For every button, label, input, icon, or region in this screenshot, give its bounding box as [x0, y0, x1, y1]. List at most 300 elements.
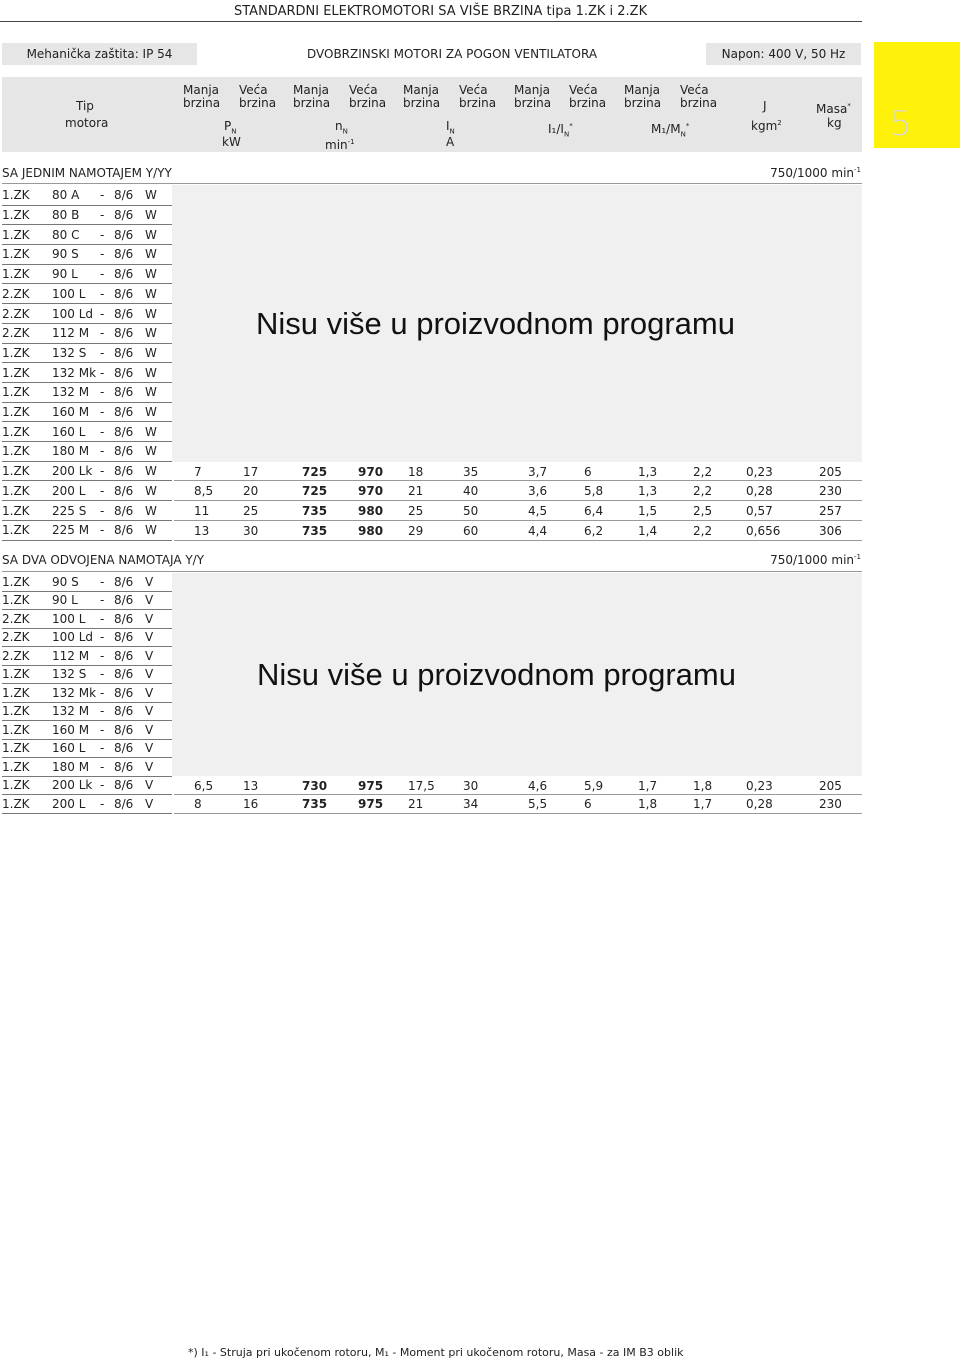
motor-type-part: 1.ZK: [2, 741, 30, 756]
header-veca: Veća: [569, 83, 598, 97]
motor-type-part: 160 M: [52, 722, 90, 737]
header-tip: Tip: [76, 99, 94, 113]
motor-type-part: W: [145, 247, 157, 262]
header-masa-unit: kg: [827, 116, 842, 130]
motor-type-part: W: [145, 227, 157, 242]
table-cell: 21: [408, 484, 424, 499]
motor-type-part: -: [100, 267, 105, 282]
header-pn-unit: kW: [222, 135, 241, 149]
table-cell: 1,8: [693, 778, 713, 793]
header-nn-unit: $\min^{-1}$: [325, 138, 355, 152]
motor-type: [2, 344, 172, 364]
section1-rule: [2, 183, 862, 184]
motor-type: [2, 647, 172, 666]
chapter-number: 5: [890, 104, 912, 144]
motor-type-part: 8/6: [114, 778, 134, 793]
table-cell: 730: [302, 778, 328, 793]
header-masa: Masa*: [816, 102, 851, 116]
motor-type: [2, 629, 172, 648]
motor-type: [2, 740, 172, 759]
document-title: STANDARDNI ELEKTROMOTORI SA VIŠE BRZINA tipa 1.ZK i 2.ZK: [234, 4, 648, 19]
motor-type: [2, 422, 172, 442]
header-motora: motora: [65, 116, 109, 130]
motor-type-part: 225 M: [52, 523, 90, 538]
header-j-unit: kgm$^2$: [751, 119, 782, 133]
motor-type-part: 132 Mk: [52, 685, 97, 700]
motor-type: [2, 684, 172, 703]
table-row: [2, 304, 862, 324]
motor-type-part: -: [100, 227, 105, 242]
motor-type-part: 8/6: [114, 326, 134, 341]
motor-type-part: W: [145, 345, 157, 360]
motor-type-part: 100 L: [52, 611, 86, 626]
table-cell: 17,5: [408, 778, 435, 793]
motor-type-part: -: [100, 648, 105, 663]
header-j: J: [763, 99, 767, 113]
motor-type-part: 8/6: [114, 704, 134, 719]
motor-type: [2, 206, 172, 226]
table-row: [2, 225, 862, 245]
section2-rule: [2, 571, 862, 572]
motor-type-part: 8/6: [114, 385, 134, 400]
subtitle-label: DVOBRZINSKI MOTORI ZA POGON VENTILATORA: [201, 43, 703, 65]
table-cell: 6,2: [584, 523, 604, 538]
motor-type-part: 2.ZK: [2, 648, 30, 663]
table-cell: 4,6: [528, 778, 548, 793]
table-cell: 17: [243, 464, 259, 479]
header-brzina: brzina: [514, 96, 552, 110]
table-cell: 7: [194, 464, 202, 479]
motor-type-part: 8/6: [114, 648, 134, 663]
table-row: [2, 666, 862, 685]
motor-type-part: 8/6: [114, 523, 134, 538]
table-cell: 34: [463, 797, 479, 812]
motor-type-part: -: [100, 208, 105, 223]
header-nn: $n_N$: [335, 119, 348, 136]
chapter-tab: [874, 42, 960, 148]
motor-type-part: -: [100, 630, 105, 645]
table-row: [2, 186, 862, 206]
table-row: [2, 462, 862, 482]
table-cell: 205: [819, 778, 842, 793]
table-cell: 3,7: [528, 464, 548, 479]
motor-type-part: -: [100, 523, 105, 538]
header-manja: Manja: [293, 83, 329, 97]
motor-type-part: -: [100, 365, 105, 380]
motor-type-part: -: [100, 759, 105, 774]
table-cell: 13: [194, 523, 210, 538]
motor-type-part: 1.ZK: [2, 704, 30, 719]
table-row: [2, 592, 862, 611]
motor-type-part: 90 S: [52, 247, 79, 262]
table-cell: 2,2: [693, 523, 713, 538]
motor-type-part: V: [145, 704, 154, 719]
motor-type-part: -: [100, 306, 105, 321]
motor-type-part: V: [145, 648, 154, 663]
table-cell: 5,5: [528, 797, 548, 812]
motor-type-part: -: [100, 796, 105, 811]
table-cell: 5,8: [584, 484, 604, 499]
motor-type-part: 8/6: [114, 306, 134, 321]
motor-type-part: 8/6: [114, 722, 134, 737]
motor-type: [2, 758, 172, 777]
table-cell: 2,5: [693, 504, 713, 519]
table-row: [2, 521, 862, 541]
motor-type: [2, 265, 172, 285]
table-cell: 20: [243, 484, 259, 499]
motor-type-part: -: [100, 464, 105, 479]
motor-type-part: 8/6: [114, 611, 134, 626]
motor-type-part: -: [100, 483, 105, 498]
motor-type-part: -: [100, 503, 105, 518]
table-cell: 1,3: [638, 464, 658, 479]
motor-type: [2, 482, 172, 502]
header-manja: Manja: [514, 83, 550, 97]
motor-type-part: 1.ZK: [2, 365, 30, 380]
motor-type-part: 8/6: [114, 208, 134, 223]
motor-type-part: 132 M: [52, 704, 90, 719]
header-brzina: brzina: [403, 96, 441, 110]
motor-type-part: W: [145, 464, 157, 479]
header-brzina: brzina: [624, 96, 662, 110]
table-cell: 0,23: [746, 778, 773, 793]
motor-type-part: W: [145, 385, 157, 400]
table-cell: 6,5: [194, 778, 214, 793]
table-cell: 306: [819, 523, 842, 538]
table-cell: 735: [302, 523, 328, 538]
motor-type-part: -: [100, 574, 105, 589]
table-cell: 0,23: [746, 464, 773, 479]
table-cell: 6: [584, 464, 592, 479]
motor-type-part: 1.ZK: [2, 385, 30, 400]
motor-type-part: 1.ZK: [2, 796, 30, 811]
table-cell: 1,4: [638, 523, 658, 538]
header-brzina: brzina: [183, 96, 221, 110]
motor-type-part: -: [100, 741, 105, 756]
table-row: [2, 324, 862, 344]
motor-type-part: 8/6: [114, 464, 134, 479]
table-row: [2, 265, 862, 285]
table-cell: 0,656: [746, 523, 781, 538]
table-cell: 735: [302, 797, 328, 812]
header-in-unit: A: [446, 135, 455, 149]
header-manja: Manja: [624, 83, 660, 97]
header-manja: Manja: [183, 83, 219, 97]
motor-type-part: 8/6: [114, 227, 134, 242]
motor-type: [2, 721, 172, 740]
motor-type-part: 2.ZK: [2, 630, 30, 645]
motor-type-part: V: [145, 722, 154, 737]
section1-rpm: 750/1000 $\min^{-1}$: [770, 166, 861, 180]
table-row: [2, 403, 862, 423]
motor-type: [2, 285, 172, 305]
motor-type-part: 1.ZK: [2, 685, 30, 700]
motor-type: [2, 666, 172, 685]
header-veca: Veća: [349, 83, 378, 97]
table-row: [2, 740, 862, 759]
table-cell: 21: [408, 797, 424, 812]
table-cell: 60: [463, 523, 479, 538]
table-cell: 35: [463, 464, 479, 479]
motor-type: [2, 573, 172, 592]
motor-type-part: V: [145, 685, 154, 700]
motor-type-part: 200 L: [52, 796, 86, 811]
header-brzina: brzina: [569, 96, 607, 110]
table-cell: 2,2: [693, 464, 713, 479]
table-cell: 3,6: [528, 484, 548, 499]
protection-label: Mehanička zaštita: IP 54: [2, 43, 197, 65]
motor-type-part: 100 Ld: [52, 630, 94, 645]
motor-type-part: 8/6: [114, 365, 134, 380]
table-cell: 1,3: [638, 484, 658, 499]
motor-type: [2, 245, 172, 265]
motor-type-part: V: [145, 611, 154, 626]
motor-type-part: 1.ZK: [2, 667, 30, 682]
motor-type-part: 8/6: [114, 741, 134, 756]
table-cell: 975: [358, 797, 384, 812]
table-row: [2, 777, 862, 796]
motor-type-part: 132 M: [52, 385, 90, 400]
motor-type-part: 8/6: [114, 503, 134, 518]
footnote: *) I₁ - Struja pri ukočenom rotoru, M₁ - Moment pri ukočenom rotoru, Masa - za IM B3 oblik: [188, 1346, 684, 1359]
motor-type-part: 1.ZK: [2, 267, 30, 282]
table-cell: 1,5: [638, 504, 658, 519]
table-cell: 6,4: [584, 504, 604, 519]
motor-type-part: V: [145, 796, 154, 811]
motor-type-part: -: [100, 667, 105, 682]
motor-type-part: -: [100, 685, 105, 700]
motor-type-part: 80 B: [52, 208, 80, 223]
motor-type: [2, 304, 172, 324]
table-cell: 980: [358, 523, 384, 538]
table-cell: 16: [243, 797, 259, 812]
table-cell: 725: [302, 464, 328, 479]
motor-type-part: 180 M: [52, 444, 90, 459]
table-cell: 50: [463, 504, 479, 519]
header-i1in: $I_1/I_N^*$: [548, 122, 573, 139]
motor-type-part: 90 S: [52, 574, 79, 589]
motor-type-part: -: [100, 286, 105, 301]
motor-type-part: 132 Mk: [52, 365, 97, 380]
motor-type-part: 112 M: [52, 326, 90, 341]
motor-type-part: 160 L: [52, 424, 86, 439]
motor-type-part: 200 L: [52, 483, 86, 498]
header-veca: Veća: [239, 83, 268, 97]
motor-type-part: 2.ZK: [2, 326, 30, 341]
motor-type-part: 1.ZK: [2, 424, 30, 439]
table-cell: 725: [302, 484, 328, 499]
motor-type-part: 8/6: [114, 267, 134, 282]
table-cell: 40: [463, 484, 479, 499]
section2-notice: Nisu više u proizvodnom programu: [257, 657, 736, 692]
header-in: $I_N$: [446, 119, 455, 136]
motor-type-part: -: [100, 611, 105, 626]
table-row: [2, 344, 862, 364]
motor-type-part: 90 L: [52, 593, 78, 608]
motor-type-part: -: [100, 345, 105, 360]
table-row: [2, 363, 862, 383]
motor-type-part: W: [145, 503, 157, 518]
motor-type-part: -: [100, 722, 105, 737]
motor-type-part: W: [145, 286, 157, 301]
motor-type-part: 8/6: [114, 483, 134, 498]
motor-type: [2, 592, 172, 611]
motor-type-part: W: [145, 267, 157, 282]
motor-type: [2, 383, 172, 403]
motor-type-part: -: [100, 704, 105, 719]
motor-type-part: V: [145, 741, 154, 756]
motor-type-part: 1.ZK: [2, 722, 30, 737]
table-cell: 205: [819, 464, 842, 479]
motor-type-part: 8/6: [114, 345, 134, 360]
table-cell: 30: [463, 778, 479, 793]
motor-type-part: -: [100, 778, 105, 793]
section2-title: SA DVA ODVOJENA NAMOTAJA Y/Y: [2, 553, 205, 567]
motor-type-part: -: [100, 247, 105, 262]
table-cell: 975: [358, 778, 384, 793]
motor-type-part: 1.ZK: [2, 483, 30, 498]
motor-type-part: -: [100, 444, 105, 459]
motor-type: [2, 777, 172, 796]
table-cell: 18: [408, 464, 424, 479]
motor-type-part: W: [145, 365, 157, 380]
motor-type-part: 8/6: [114, 188, 134, 203]
title-rule: [0, 21, 862, 22]
motor-type: [2, 186, 172, 206]
motor-type-part: V: [145, 574, 154, 589]
table-cell: 8: [194, 797, 202, 812]
header-manja: Manja: [403, 83, 439, 97]
motor-type-part: 1.ZK: [2, 464, 30, 479]
header-brzina: brzina: [239, 96, 277, 110]
motor-type-part: W: [145, 405, 157, 420]
table-row: [2, 206, 862, 226]
header-veca: Veća: [680, 83, 709, 97]
header-brzina: brzina: [459, 96, 497, 110]
motor-type-part: 1.ZK: [2, 444, 30, 459]
table-row: [2, 684, 862, 703]
motor-type-part: W: [145, 306, 157, 321]
motor-type-part: 1.ZK: [2, 593, 30, 608]
motor-type-part: W: [145, 523, 157, 538]
motor-type-part: 1.ZK: [2, 759, 30, 774]
table-cell: 25: [243, 504, 259, 519]
table-cell: 13: [243, 778, 259, 793]
table-cell: 735: [302, 504, 328, 519]
motor-type-part: 180 M: [52, 759, 90, 774]
table-row: [2, 647, 862, 666]
motor-type-part: 200 Lk: [52, 464, 93, 479]
motor-type-part: 132 S: [52, 667, 87, 682]
motor-type-part: 200 Lk: [52, 778, 93, 793]
table-cell: 4,4: [528, 523, 548, 538]
motor-type-part: 8/6: [114, 796, 134, 811]
motor-type-part: 8/6: [114, 593, 134, 608]
table-row: [2, 610, 862, 629]
motor-type: [2, 610, 172, 629]
motor-type-part: -: [100, 385, 105, 400]
motor-type-part: W: [145, 424, 157, 439]
table-cell: 257: [819, 504, 842, 519]
motor-type: [2, 795, 172, 814]
table-row: [2, 573, 862, 592]
table-cell: 0,28: [746, 797, 773, 812]
table-row: [2, 703, 862, 722]
table-cell: 11: [194, 504, 210, 519]
table-cell: 1,7: [693, 797, 713, 812]
motor-type-part: 1.ZK: [2, 345, 30, 360]
motor-type: [2, 225, 172, 245]
table-row: [2, 285, 862, 305]
motor-type-part: 1.ZK: [2, 778, 30, 793]
section2-rpm: 750/1000 $\min^{-1}$: [770, 553, 861, 567]
motor-type: [2, 501, 172, 521]
table-cell: 970: [358, 464, 384, 479]
motor-type-part: 160 M: [52, 405, 90, 420]
table-cell: 980: [358, 504, 384, 519]
table-cell: 1,7: [638, 778, 658, 793]
motor-type-part: 132 S: [52, 345, 87, 360]
motor-type: [2, 324, 172, 344]
motor-type-part: W: [145, 444, 157, 459]
motor-type-part: 8/6: [114, 405, 134, 420]
motor-type-part: -: [100, 188, 105, 203]
motor-type-part: 8/6: [114, 630, 134, 645]
motor-type-part: 100 Ld: [52, 306, 94, 321]
header-veca: Veća: [459, 83, 488, 97]
motor-type: [2, 521, 172, 541]
motor-type-part: V: [145, 759, 154, 774]
motor-type-part: 1.ZK: [2, 188, 30, 203]
table-row: [2, 501, 862, 521]
voltage-label: Napon: 400 V, 50 Hz: [706, 43, 861, 65]
motor-type-part: 2.ZK: [2, 611, 30, 626]
motor-type-part: 1.ZK: [2, 574, 30, 589]
motor-type: [2, 703, 172, 722]
table-cell: 25: [408, 504, 424, 519]
table-cell: 1,8: [638, 797, 658, 812]
motor-type-part: -: [100, 326, 105, 341]
section1-notice: Nisu više u proizvodnom programu: [256, 306, 735, 341]
table-row: [2, 442, 862, 462]
table-row: [2, 482, 862, 502]
table-row: [2, 629, 862, 648]
motor-type-part: -: [100, 424, 105, 439]
motor-type-part: 8/6: [114, 286, 134, 301]
motor-type: [2, 442, 172, 462]
motor-type-part: 8/6: [114, 247, 134, 262]
motor-type-part: 8/6: [114, 685, 134, 700]
motor-type-part: 1.ZK: [2, 247, 30, 262]
motor-type-part: V: [145, 593, 154, 608]
motor-type-part: W: [145, 326, 157, 341]
table-cell: 230: [819, 484, 842, 499]
table-row: [2, 422, 862, 442]
motor-type-part: -: [100, 593, 105, 608]
motor-type-part: 112 M: [52, 648, 90, 663]
motor-type-part: W: [145, 188, 157, 203]
table-row: [2, 383, 862, 403]
motor-type-part: 2.ZK: [2, 306, 30, 321]
motor-type-part: 2.ZK: [2, 286, 30, 301]
motor-type-part: 225 S: [52, 503, 87, 518]
table-row: [2, 721, 862, 740]
table-cell: 0,57: [746, 504, 773, 519]
motor-type-part: 90 L: [52, 267, 78, 282]
table-row: [2, 795, 862, 814]
table-cell: 4,5: [528, 504, 548, 519]
motor-type-part: -: [100, 405, 105, 420]
